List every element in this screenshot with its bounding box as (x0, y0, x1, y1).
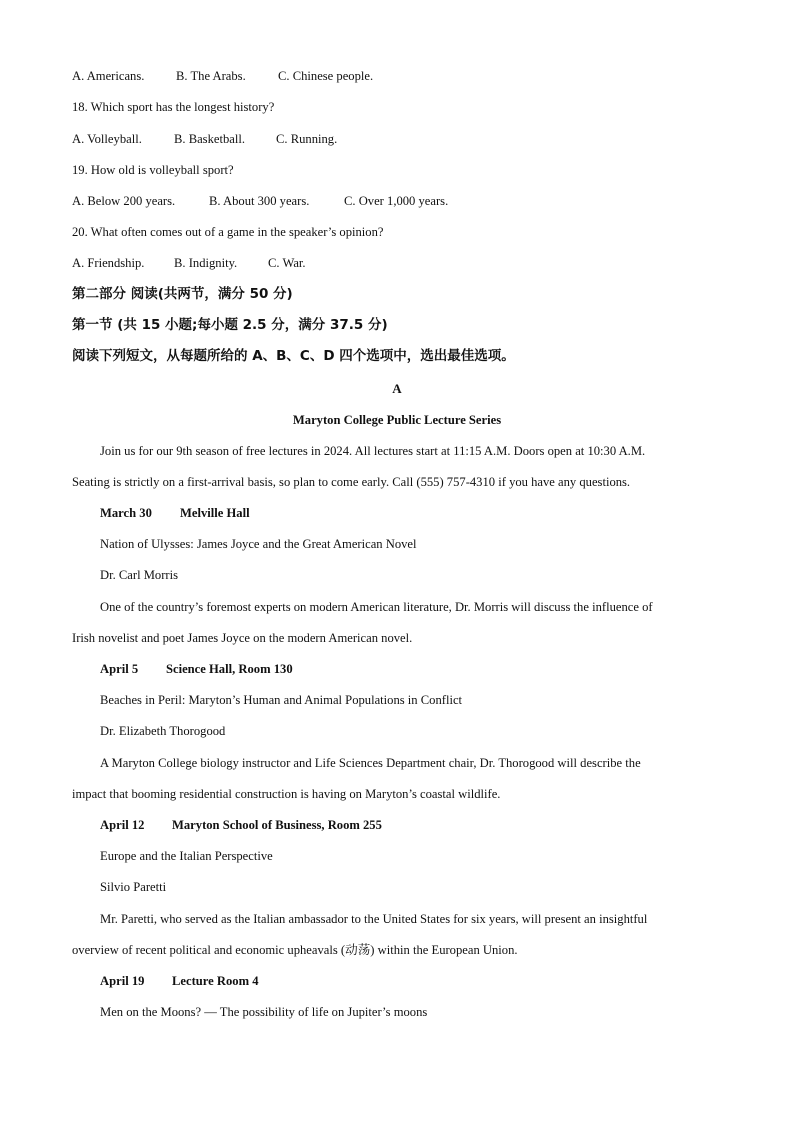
session-2-desc-line-1: A Maryton College biology instructor and Life Sciences Department chair, Dr. Thorogood will describe the (100, 756, 641, 770)
q17-option-c: C. Chinese people. (278, 69, 374, 83)
q19-option-a: A. Below 200 years. (72, 194, 176, 208)
session-2-speaker: Dr. Elizabeth Thorogood (100, 724, 226, 738)
session-4-place: Lecture Room 4 (172, 974, 259, 988)
session-3-title: Europe and the Italian Perspective (100, 849, 273, 863)
q20-question: 20. What often comes out of a game in the speaker’s opinion? (72, 225, 384, 239)
q17-option-a: A. Americans. (72, 69, 145, 83)
passage-letter: A (392, 381, 402, 396)
q20-options (72, 255, 306, 271)
session-2-header (100, 661, 293, 677)
session-1-place: Melville Hall (180, 506, 250, 520)
q19-options (72, 193, 448, 209)
q20-option-c: C. War. (268, 256, 306, 270)
q18-options (72, 131, 337, 147)
session-1-speaker: Dr. Carl Morris (100, 568, 179, 582)
reading-instruction: 阅读下列短文，从每题所给的 A、B、C、D 四个选项中，选出最佳选项。 (72, 348, 515, 364)
session-4-title: Men on the Moons? — The possibility of life on Jupiter’s moons (100, 1005, 428, 1019)
session-1-desc-line-1: One of the country’s foremost experts on modern American literature, Dr. Morris will discuss the influence of (100, 600, 653, 614)
q18-option-b: B. Basketball. (174, 132, 246, 146)
passage-title: Maryton College Public Lecture Series (292, 413, 502, 427)
session-1-desc-line-2: Irish novelist and poet James Joyce on the modern American novel. (72, 631, 413, 645)
intro-line-2: Seating is strictly on a first-arrival basis, so plan to come early. Call (555) 757-4310 if you have any questions. (72, 475, 631, 489)
session-1-header (100, 505, 250, 521)
session-2-title: Beaches in Peril: Maryton’s Human and Animal Populations in Conflict (100, 693, 463, 707)
intro-line-1: Join us for our 9th season of free lectures in 2024. All lectures start at 11:15 A.M. Doors open at 10:30 A.M. (100, 444, 646, 458)
session-3-desc-line-1: Mr. Paretti, who served as the Italian ambassador to the United States for six years, will present an insightful (100, 912, 648, 926)
section1-heading: 第一节 (共 15 小题;每小题 2.5 分，满分 37.5 分) (72, 317, 388, 333)
q19-option-b: B. About 300 years. (209, 194, 310, 208)
session-3-place: Maryton School of Business, Room 255 (172, 818, 382, 832)
q17-options (72, 68, 373, 84)
q20-option-a: A. Friendship. (72, 256, 145, 270)
session-4-header (100, 973, 259, 989)
part2-heading: 第二部分 阅读(共两节，满分 50 分) (72, 286, 293, 302)
session-2-date: April 5 (100, 662, 139, 676)
q19-question: 19. How old is volleyball sport? (72, 163, 234, 177)
q18-question: 18. Which sport has the longest history? (72, 100, 275, 114)
session-3-desc-line-2: overview of recent political and economic upheavals (动荡) within the European Union. (72, 943, 518, 957)
q19-option-c: C. Over 1,000 years. (344, 194, 449, 208)
session-3-header (100, 817, 382, 833)
q18-option-c: C. Running. (276, 132, 338, 146)
q18-option-a: A. Volleyball. (72, 132, 142, 146)
session-2-place: Science Hall, Room 130 (166, 662, 293, 676)
session-4-date: April 19 (100, 974, 145, 988)
q20-option-b: B. Indignity. (174, 256, 238, 270)
session-1-title: Nation of Ulysses: James Joyce and the Great American Novel (100, 537, 417, 551)
session-2-desc-line-2: impact that booming residential construction is having on Maryton’s coastal wildlife. (72, 787, 501, 801)
session-1-date: March 30 (100, 506, 152, 520)
session-3-date: April 12 (100, 818, 145, 832)
q17-option-b: B. The Arabs. (176, 69, 246, 83)
session-3-speaker: Silvio Paretti (100, 880, 167, 894)
